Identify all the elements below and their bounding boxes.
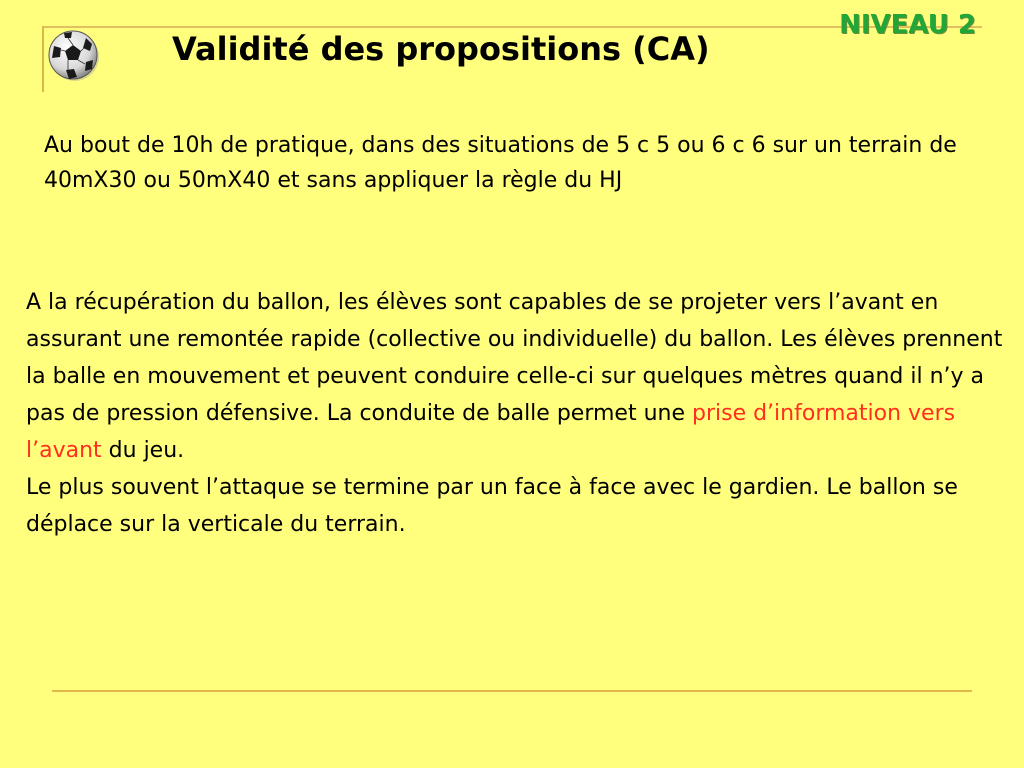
highlighted-phrase: prise d’information vers l’avant (26, 401, 956, 463)
description-text: A la récupération du ballon, les élèves sont capables de se projeter vers l’avant en assurant une remontée rapide (collective ou individuelle) du ballon. Les élèves prennent la balle en mouvement et peuvent conduire celle-ci sur quelques mètres quand il n’y a pas de pression défensive. La conduite de balle permet une (26, 290, 1003, 426)
context-paragraph: Au bout de 10h de pratique, dans des situations de 5 c 5 ou 6 c 6 sur un terrain de 40mX30 ou 50mX40 et sans appliquer la règle du HJ (44, 133, 957, 193)
page-title: Validité des propositions (CA) (172, 30, 710, 68)
description-line-2: Le plus souvent l’attaque se termine par un face à face avec le gardien. Le ballon se déplace sur la verticale du terrain. (26, 475, 958, 537)
description-text-end: du jeu. (101, 438, 185, 463)
level-label: NIVEAU 2 (839, 10, 976, 40)
bottom-divider (52, 690, 972, 692)
soccer-ball-icon (44, 26, 104, 86)
description-paragraph (26, 284, 1012, 543)
